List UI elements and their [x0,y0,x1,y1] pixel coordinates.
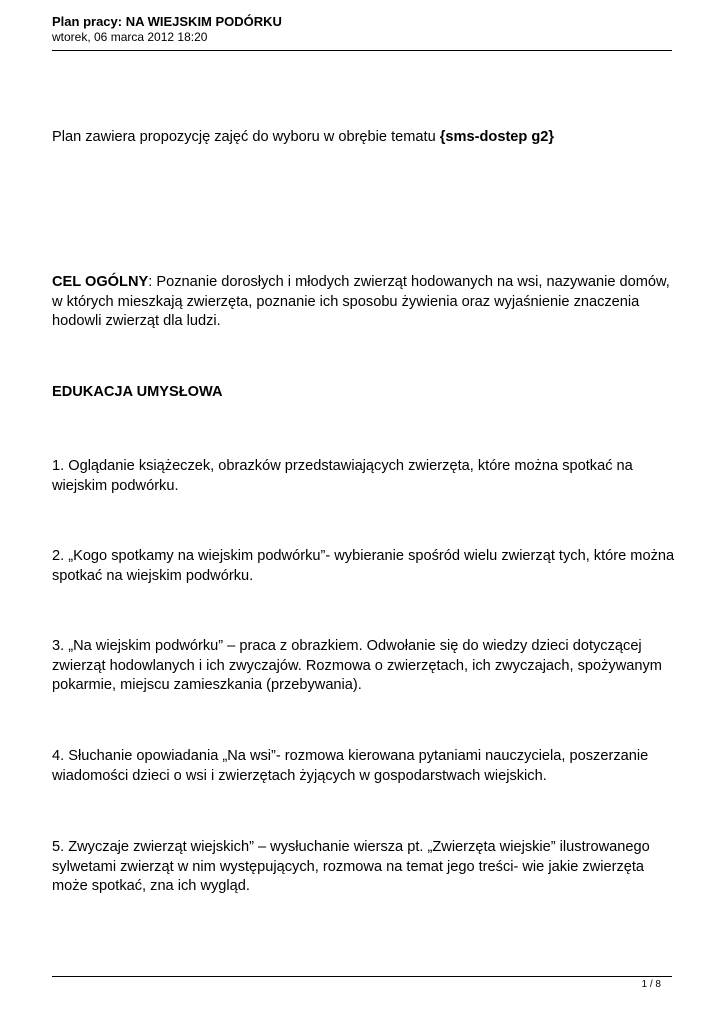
document-date: wtorek, 06 marca 2012 18:20 [52,30,208,44]
page-header [52,14,672,45]
intro-text: Plan zawiera propozycję zajęć do wyboru w obrębie tematu [52,129,440,145]
footer-divider [52,976,672,977]
intro-paragraph [52,128,677,148]
list-item: 2. „Kogo spotkamy na wiejskim podwórku”- wybieranie spośród wielu zwierząt tych, które można spotkać na wiejskim podwórku. [52,548,675,584]
intro-tag: {sms-dostep g2} [439,129,555,145]
document-title: Plan pracy: NA WIEJSKIM PODÓRKU [52,14,282,29]
goal-text: : Poznanie dorosłych i młodych zwierząt hodowanych na wsi, nazywanie domów, w których mieszkają zwierzęta, poznanie ich sposobu żywienia oraz wyjaśnienie znaczenia hodowli zwierząt dla ludzi. [52,274,670,329]
section-heading: EDUKACJA UMYSŁOWA [52,384,223,400]
goal-paragraph [52,273,677,332]
list-item: 1. Oglądanie książeczek, obrazków przedstawiających zwierzęta, które można spotkać na wiejskim podwórku. [52,458,633,494]
list-item: 3. „Na wiejskim podwórku” – praca z obrazkiem. Odwołanie się do wiedzy dzieci dotyczącej zwierząt hodowlanych i ich zwyczajów. Rozmowa o zwierzętach, ich zwyczajach, spożywanym pokarmie, miejscu zamieszkania (przebywania). [52,638,662,693]
goal-label: CEL OGÓLNY [52,274,149,290]
header-divider [52,50,672,51]
list-item: 4. Słuchanie opowiadania „Na wsi”- rozmowa kierowana pytaniami nauczyciela, poszerzanie wiadomości dzieci o wsi i zwierzętach żyjących w gospodarstwach wiejskich. [52,748,649,784]
list-item: 5. Zwyczaje zwierząt wiejskich” – wysłuchanie wiersza pt. „Zwierzęta wiejskie” ilustrowanego sylwetami zwierząt w nim występujących, rozmowa na temat jego treści- wie jakie zwierzęta może spotkać, zna ich wygląd. [52,839,650,894]
page-number: 1 / 8 [641,979,661,990]
